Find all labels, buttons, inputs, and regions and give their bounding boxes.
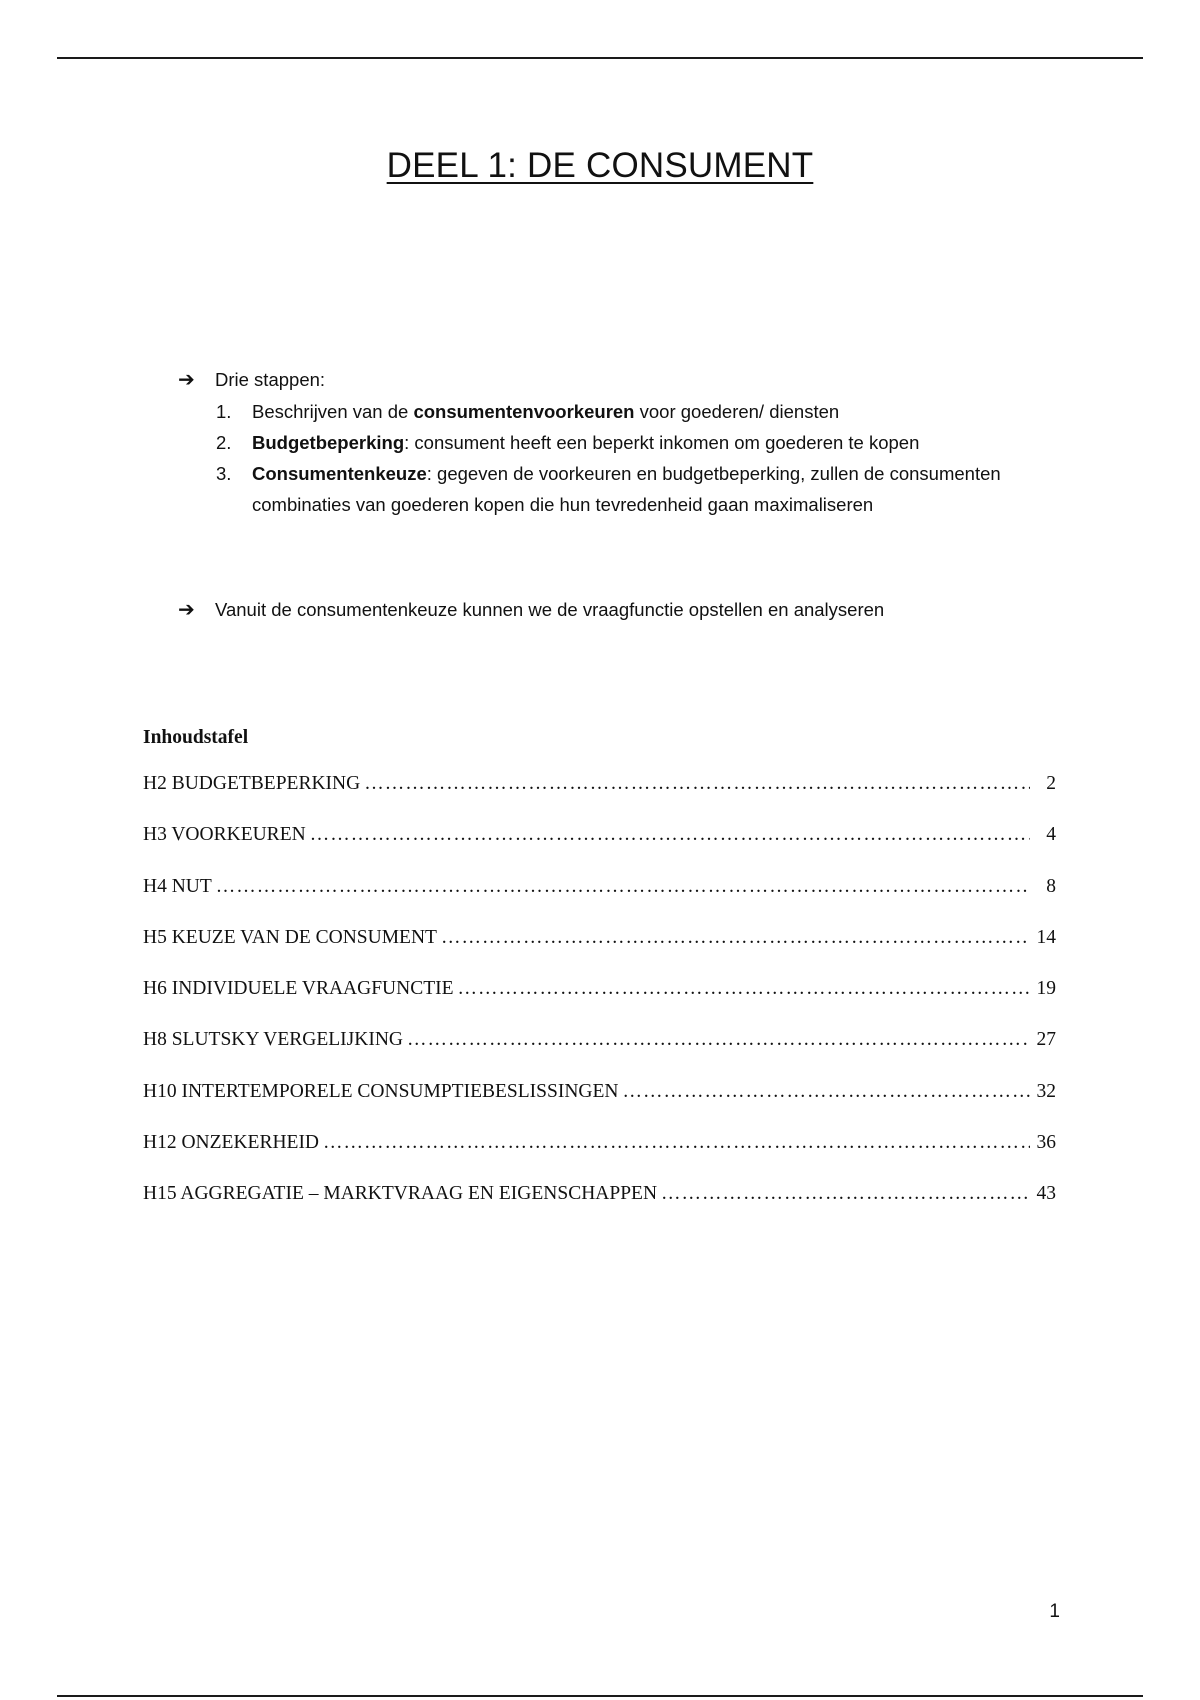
bold-term: Budgetbeperking bbox=[252, 432, 405, 453]
toc-entry-page: 43 bbox=[1036, 1183, 1056, 1205]
list-item-number: 1. bbox=[216, 401, 232, 422]
toc-entry-page: 27 bbox=[1036, 1029, 1056, 1051]
dot-leader bbox=[323, 1129, 1030, 1157]
dot-leader bbox=[661, 1180, 1030, 1208]
list-item bbox=[216, 427, 1036, 458]
toc-entry[interactable] bbox=[143, 975, 1056, 1026]
dot-leader bbox=[458, 975, 1030, 1003]
list-item-text: Budgetbeperking: consument heeft een beperkt inkomen om goederen te kopen bbox=[252, 432, 920, 453]
list-item-text: Consumentenkeuze: gegeven de voorkeuren en budgetbeperking, zullen de consumenten combinaties van goederen kopen die hun tevredenheid gaan maximaliseren bbox=[252, 463, 1001, 515]
bold-term: Consumentenkeuze bbox=[252, 463, 427, 484]
arrow-right-icon: ➔ bbox=[178, 599, 195, 621]
toc-entry[interactable] bbox=[143, 924, 1056, 975]
toc-entry-page: 2 bbox=[1046, 773, 1056, 794]
toc-entry-page: 4 bbox=[1046, 824, 1056, 846]
toc-entry-label: H10 INTERTEMPORELE CONSUMPTIEBESLISSINGEN bbox=[143, 1080, 619, 1102]
toc-entry[interactable] bbox=[143, 1026, 1056, 1077]
toc-entry-label: H12 ONZEKERHEID bbox=[143, 1132, 320, 1154]
intro-point-text: Vanuit de consumentenkeuze kunnen we de vraagfunctie opstellen en analyseren bbox=[215, 599, 885, 620]
list-item-number: 3. bbox=[216, 463, 232, 484]
toc-entry-label: H8 SLUTSKY VERGELIJKING bbox=[143, 1029, 403, 1051]
toc-entry-page: 32 bbox=[1036, 1080, 1056, 1102]
header-rule bbox=[57, 57, 1143, 59]
list-item-text: Beschrijven van de consumentenvoorkeuren voor goederen/ diensten bbox=[252, 401, 840, 422]
toc-entry-label: H6 INDIVIDUELE VRAAGFUNCTIE bbox=[143, 978, 454, 1000]
toc-entry[interactable] bbox=[143, 873, 1056, 924]
dot-leader bbox=[441, 924, 1030, 952]
toc-entry-page: 36 bbox=[1036, 1132, 1056, 1154]
toc-entry-label: H4 NUT bbox=[143, 875, 212, 897]
dot-leader bbox=[310, 821, 1030, 849]
toc-entry-page: 19 bbox=[1036, 978, 1056, 1000]
intro-point bbox=[178, 364, 325, 396]
toc-entry[interactable] bbox=[143, 821, 1056, 872]
bold-term: consumentenvoorkeuren bbox=[413, 401, 635, 422]
toc-entry-page: 8 bbox=[1046, 875, 1056, 897]
list-item-number: 2. bbox=[216, 432, 232, 453]
list-item bbox=[216, 458, 1036, 520]
toc-entry[interactable] bbox=[143, 1129, 1056, 1180]
steps-list bbox=[216, 396, 1036, 520]
dot-leader bbox=[407, 1026, 1030, 1054]
dot-leader bbox=[216, 873, 1030, 901]
toc-entry-label: H15 AGGREGATIE – MARKTVRAAG EN EIGENSCHAPPEN bbox=[143, 1183, 658, 1205]
toc-entry-label: H2 BUDGETBEPERKING bbox=[143, 773, 361, 794]
dot-leader bbox=[623, 1078, 1030, 1106]
toc-entry-label: H5 KEUZE VAN DE CONSUMENT bbox=[143, 926, 437, 948]
toc-entry-label: H3 VOORKEUREN bbox=[143, 824, 306, 846]
arrow-right-icon: ➔ bbox=[178, 369, 195, 391]
dot-leader bbox=[364, 770, 1030, 798]
intro-point-text: Drie stappen: bbox=[215, 369, 326, 390]
intro-point bbox=[178, 594, 884, 626]
toc-entry-page: 14 bbox=[1036, 926, 1056, 948]
toc-entry[interactable] bbox=[143, 1078, 1056, 1129]
toc-entry[interactable] bbox=[143, 1180, 1056, 1231]
table-of-contents bbox=[143, 724, 1056, 1232]
footer-rule bbox=[57, 1695, 1143, 1697]
toc-title: Inhoudstafel bbox=[143, 727, 249, 748]
page-title: DEEL 1: DE CONSUMENT bbox=[386, 146, 814, 185]
page-number: 1 bbox=[1049, 1601, 1060, 1622]
toc-entry[interactable] bbox=[143, 770, 1056, 821]
list-item bbox=[216, 396, 1036, 427]
